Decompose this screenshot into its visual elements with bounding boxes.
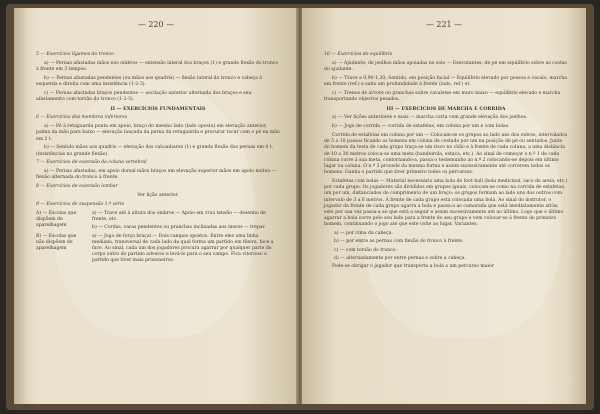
paragraph: a) — Pé à retaguarda ponta em apoio, braço do mesmo lado (lado oposto) em elevação anterior, palma da mão para baixo — elevação lançada da perna da retaguarda e procurar tocar com o pé na mão em 2 t. bbox=[36, 124, 280, 142]
paragraph: Corrida de estafetas em coluna por um — Colocam-se os grupos ao lado uns dos outros, intervalados de 5 a 10 passos ficando os homens em coluna de costado por um na posição de pé ou sentados. Junto do homem da testa de cada grupo traça-se um risco no chão e à frente de cada coluna, a uma distância de 10 a 30 metros coloca-se uma meta (bandeirola, estaca, etc.). Ao sinal de começar o n.º 1 de cada coluna corre à sua meta, contornando-a, passa o testemunho ao n.º 2 colocando-se depois em último lugar na coluna. O n.º 2 procede da mesma forma e assim sucessivamente até correrem todos os homens. Ganha o partido que tiver primeiro todos os percursos. bbox=[324, 133, 568, 176]
exercise-groups bbox=[36, 211, 280, 267]
chapter-heading: II — EXERCÍCIOS FUNDAMENTAIS bbox=[110, 106, 206, 113]
variant-item: d) — alternadamente por entre pernas e sobre a cabeça. bbox=[334, 255, 466, 261]
text-flow bbox=[324, 52, 568, 270]
group-options bbox=[92, 234, 280, 267]
page-text bbox=[324, 52, 568, 273]
section-heading: 10 — Exercícios de equilíbrio bbox=[324, 52, 393, 57]
paragraph: b) — Trave a 0,90-1,20; Sentido, em posição facial — Equilíbrio elevado por pessoa e cavalo, marcha em frente (ref.) e salto em profundidade à frente (lado, ref.) et. bbox=[324, 75, 567, 87]
chapter-heading: III — EXERCÍCIOS DE MARCHA E CORRIDA bbox=[386, 106, 506, 113]
note-line: Ver lição anterior. bbox=[137, 193, 179, 198]
paragraph: a) — Pernas afastadas, em apoio dorsal mãos braços em elevação superior mãos em apoio mútuo — flexão alternada do tronco à frente. bbox=[36, 169, 277, 181]
paragraph: c) — Pernas afastadas braços pendentes — oscilação anterior alternada dos braços e seu afastamento com torsão do tronco (1-2-3). bbox=[36, 90, 252, 102]
exercise-option: a) — Trave até à altura dos ombros — Apoio em cruz tensão — desenho de frente, etc. bbox=[92, 211, 266, 223]
section-heading: 8 — Exercícios de extensão lombar bbox=[36, 184, 118, 190]
group-label: A) — Escolas que dispõem de aparelhagem bbox=[36, 211, 77, 229]
exercise-option: a) — Jogo de força braçal — Dois campos opostos. Entre eles uma linha mediana, transversal de cada lado da qual forma um partido em fileira, face a face. Ao sinal, cada um dos jogadores procura agarrar por qualquer parte do corpo outro do partido adverso e levá-lo para o seu campo. Fica vitorioso o partido que tiver mais prisioneiros. bbox=[92, 233, 274, 264]
paragraph: a) — Ajudante; de joelhos mãos apoiadas no solo — Executantes; de pé em equilíbrio sobre as costas do ajudante. bbox=[324, 60, 567, 72]
section-heading: 6 — Exercícios dos membros inferiores bbox=[36, 115, 128, 121]
paragraph: a) — Ver lições anteriores e mais — marcha curta com grande elevação dos joelhos. bbox=[332, 115, 528, 121]
paragraph: a) — Pernas afastadas mãos nos ombros — extensão lateral dos braços (1) e grande flexão do tronco à frente em 3 tempos. bbox=[36, 60, 279, 72]
right-page bbox=[302, 8, 586, 404]
exercise-option: b) — Cordas, varas pendentes ou pranchas inclinadas aos muros — trepar. bbox=[92, 225, 266, 231]
section-heading: 5 — Exercícios lígamos do tronco bbox=[36, 52, 114, 57]
paragraph: b) — Pernas afastadas pendentes (ou mãos aos quadris) — flexão lateral do tronco e cabeça à esquerda e direita com uma insistência (1-2-3). bbox=[36, 75, 263, 87]
paragraph: b) — Sentido mãos aos quadris — elevação dos calcanhares (1) e grande flexão das pernas em 4 t. (insistências no grande flexão). bbox=[36, 145, 273, 157]
variant-item: a) — por cima da cabeça. bbox=[334, 231, 393, 237]
group-options bbox=[92, 211, 280, 234]
group-label: B) — Escolas que não dispõem de aparelhagem bbox=[36, 233, 77, 252]
page-number: — 221 — bbox=[425, 20, 463, 29]
text-flow bbox=[36, 52, 280, 208]
paragraph: b) — Jogo de corrida — corrida de estafetas, em coluna por um e com bolas. bbox=[332, 124, 510, 130]
page-edge-shadow bbox=[568, 8, 586, 404]
section-heading: 9 — Exercícios de suspensão 1.ª série bbox=[36, 202, 125, 208]
left-page bbox=[14, 8, 298, 404]
paragraph: Pode-se obrigar o jogador que transporta a bola a um percurso maior bbox=[332, 264, 494, 270]
page-text bbox=[36, 52, 280, 267]
variant-item: b) — por entre as pernas com flexão do tronco à frente. bbox=[334, 239, 464, 245]
page-edge-shadow bbox=[14, 8, 28, 404]
paragraph: c) — Trenos de árvore ou pranchas sobre cavaletes em muro baixo — equilíbrio elevado e marcha transportando objectos pesados. bbox=[324, 90, 561, 102]
page-number: — 220 — bbox=[137, 20, 175, 29]
section-heading: 7 — Exercícios de extensão da coluna vertebral bbox=[36, 160, 147, 166]
paragraph: Estafetas com bolas — Material necessário uma bola de foot-ball (bola medicinal, saco de areia, etc.) por cada grupo. Os jogadores são divididos em grupos iguais, colocam-se como na corrida de estafetas, um por um, distanciados do comprimento de um braço; os grupos formam ao lado uns dos outros com intervalo de 3 a 6 metros. À frente de cada grupo está colocada uma bola. Ao sinal do instrutor, o jogador da frente de cada grupo agarra a bola e passa-a ao camarada que está imediatamente atrás, este por sua vez passa-a ao que está a seguir e assim sucessivamente até ao último. Logo que o último agarrar a bola corre pelo seu lado para a frente do seu grupo e vem colocar-se à frente do primeiro homem, continuando o jogo até que este volte ao lugar. Variantes: bbox=[324, 179, 568, 228]
variant-item: c) — com torsão do tronco. bbox=[334, 247, 397, 253]
